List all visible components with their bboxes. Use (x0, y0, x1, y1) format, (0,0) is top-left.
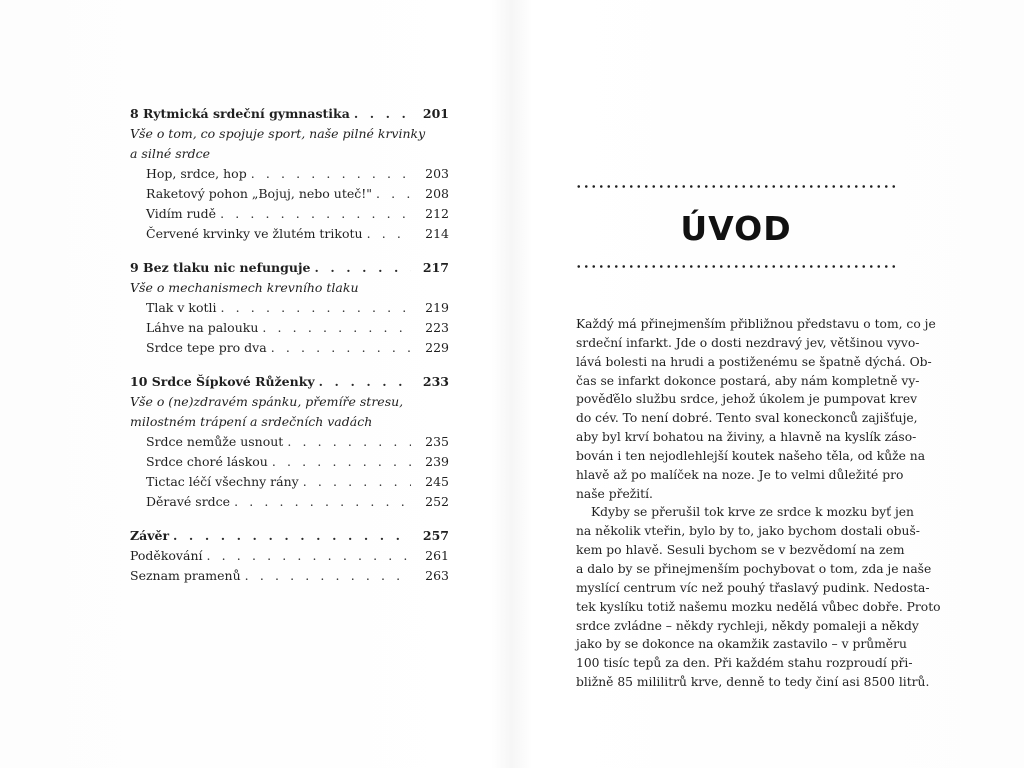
toc-page-number: 203 (425, 166, 449, 181)
toc-chapter-description: Vše o mechanismech krevního tlaku (130, 280, 359, 295)
toc-item (130, 452, 449, 472)
table-of-contents (130, 104, 449, 586)
toc-item (130, 338, 449, 358)
text-line: srdce zvládne – někdy rychleji, někdy pomaleji a někdy (576, 618, 919, 633)
toc-page-number: 214 (425, 226, 449, 241)
text-line: bližně 85 mililitrů krve, denně to tedy činí asi 8500 litrů. (576, 675, 930, 690)
dotted-rule-bottom (575, 265, 897, 268)
toc-chapter-10 (130, 372, 449, 392)
toc-page-number: 239 (425, 454, 449, 469)
toc-page-number: 245 (425, 474, 449, 489)
toc-item (130, 432, 449, 452)
text-line: pověďělo službu srdce, jehož úkolem je pumpovat krev (576, 392, 918, 407)
toc-page-number: 233 (422, 374, 449, 389)
toc-item-label: Hop, srdce, hop (146, 166, 247, 181)
dot-leader (220, 204, 411, 224)
dot-leader (319, 372, 411, 392)
text-line: myslící centrum víc než pouhý třaslavý pudink. Nedosta- (576, 580, 930, 595)
text-line: čas se infarkt dokonce postará, aby nám kompletně vy- (576, 373, 920, 388)
text-line: na několik vteřin, bylo by to, jako bychom dostali obuš- (576, 524, 920, 539)
dot-leader (271, 338, 411, 358)
toc-item-label: Láhve na palouku (146, 320, 259, 335)
toc-item (130, 298, 449, 318)
toc-item (130, 184, 449, 204)
toc-item (130, 472, 449, 492)
toc-page-number: 217 (422, 260, 449, 275)
toc-item (130, 318, 449, 338)
dot-leader (314, 258, 411, 278)
dot-leader (245, 566, 411, 586)
toc-item-label: Srdce choré láskou (146, 454, 268, 469)
text-line: lává bolesti na hrudi a postiženému se špatně dýchá. Ob- (576, 354, 932, 369)
toc-page-number: 208 (425, 186, 449, 201)
toc-item (130, 204, 449, 224)
text-line: aby byl krví bohatou na živiny, a hlavně na kyslík záso- (576, 430, 917, 445)
toc-chapter-8 (130, 104, 449, 124)
text-line: bován i ten nejodlehlejší koutek našeho těla, od kůže na (576, 448, 926, 463)
text-line: do cév. To není dobré. Tento sval koneckonců zajišťuje, (576, 411, 918, 426)
text-line: jako by se dokonce na okamžik zastavilo – v průměru (576, 637, 907, 652)
text-line: kem po hlavě. Sesuli bychom se v bezvědomí na zem (576, 543, 905, 558)
text-line: a dalo by se přinejmenším pochybovat o tom, zda je naše (576, 561, 932, 576)
toc-item-label: Poděkování (130, 548, 203, 563)
dot-leader (251, 164, 411, 184)
toc-item-label: Děravé srdce (146, 494, 231, 509)
toc-back-matter-sources (130, 566, 449, 586)
toc-item (130, 164, 449, 184)
toc-chapter-title: 10 Srdce Šípkové Růženky (130, 374, 315, 389)
toc-page-number: 223 (425, 320, 449, 335)
toc-chapter-title: 8 Rytmická srdeční gymnastika (130, 106, 350, 121)
text-line: srdeční infarkt. Jde o dosti nezdravý jev, většinou vyvo- (576, 335, 920, 350)
toc-chapter-description: a silné srdce (130, 146, 211, 161)
toc-page-number: 252 (425, 494, 449, 509)
toc-spacer (130, 358, 449, 372)
toc-chapter-9 (130, 258, 449, 278)
dot-leader (354, 104, 411, 124)
toc-page-number: 235 (425, 434, 449, 449)
text-line: Kdyby se přerušil tok krve ze srdce k mozku byť jen (591, 505, 914, 520)
toc-item-label: Tlak v kotli (146, 300, 217, 315)
toc-item-label: Seznam pramenů (130, 568, 241, 583)
dot-leader (207, 546, 412, 566)
toc-chapter-description: Vše o (ne)zdravém spánku, přemíře stresu, (130, 394, 404, 409)
toc-item-label: Tictac léčí všechny rány (146, 474, 299, 489)
toc-back-matter-acknowledgements (130, 546, 449, 566)
text-line: hlavě až po malíček na noze. Je to velmi důležité pro (576, 467, 904, 482)
toc-page-number: 261 (425, 548, 449, 563)
toc-item-label: Vidím rudě (146, 206, 217, 221)
toc-page-number: 257 (422, 528, 449, 543)
text-line: Každý má přinejmenším přibližnou představu o tom, co je (576, 317, 936, 331)
dot-leader (272, 452, 411, 472)
chapter-heading: ÚVOD (680, 209, 792, 248)
dot-leader (376, 184, 411, 204)
toc-chapter-description: milostném trápení a srdečních vadách (130, 414, 373, 429)
toc-item-label: Srdce tepe pro dva (146, 340, 267, 355)
toc-item-label: Srdce nemůže usnout (146, 434, 284, 449)
text-line: 100 tisíc tepů za den. Při každém stahu rozproudí při- (576, 656, 913, 671)
toc-item (130, 224, 449, 244)
dotted-rule-top (575, 185, 897, 188)
dot-leader (234, 492, 411, 512)
text-line: tek kyslíku totiž našemu mozku nedělá vůbec dobře. Proto (576, 599, 941, 614)
toc-item-label: Červené krvinky ve žlutém trikotu (146, 226, 363, 241)
dot-leader (173, 526, 411, 546)
toc-item-label: Závěr (130, 528, 170, 543)
toc-page-number: 263 (425, 568, 449, 583)
toc-page-number: 219 (425, 300, 449, 315)
dot-leader (367, 224, 411, 244)
toc-item-label: Raketový pohon „Bojuj, nebo uteč!" (146, 186, 373, 201)
toc-chapter-title: 9 Bez tlaku nic nefunguje (130, 260, 311, 275)
text-line: naše přežití. (576, 486, 653, 501)
dot-leader (221, 298, 412, 318)
toc-spacer (130, 244, 449, 258)
dot-leader (287, 432, 411, 452)
toc-page-number: 229 (425, 340, 449, 355)
toc-spacer (130, 512, 449, 526)
toc-back-matter-conclusion (130, 526, 449, 546)
dot-leader (303, 472, 411, 492)
toc-item (130, 492, 449, 512)
intro-body (576, 315, 941, 692)
toc-page-number: 201 (422, 106, 449, 121)
toc-page-number: 212 (425, 206, 449, 221)
toc-chapter-description: Vše o tom, co spojuje sport, naše pilné krvinky (130, 126, 426, 141)
dot-leader (262, 318, 411, 338)
